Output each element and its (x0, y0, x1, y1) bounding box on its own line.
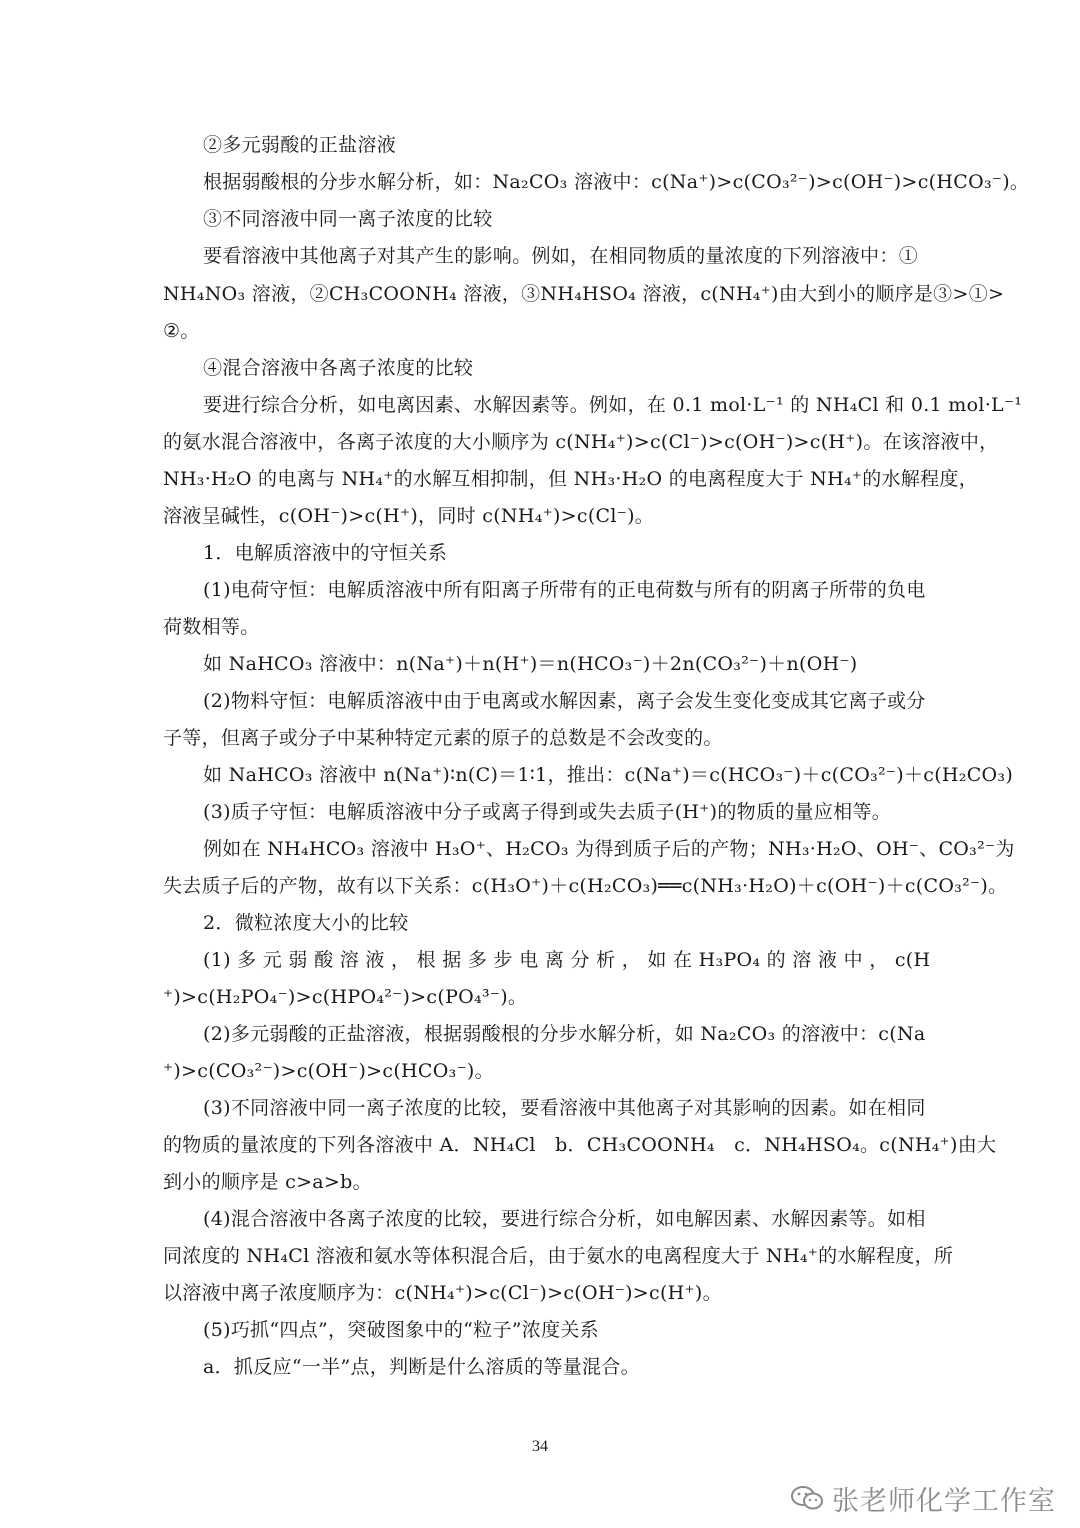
subheading: ③不同溶液中同一离子浓度的比较 (203, 208, 493, 230)
paragraph-line: 荷数相等。 (163, 616, 260, 638)
paragraph-line: 要进行综合分析，如电离因素、水解因素等。例如，在 0.1 mol·L⁻¹ 的 NH₄Cl 和 0.1 mol·L⁻¹ (203, 394, 1023, 416)
equation-line: 如 NaHCO₃ 溶液中：n(Na⁺)＋n(H⁺)＝n(HCO₃⁻)＋2n(CO₃²⁻)＋n(OH⁻) (203, 653, 858, 675)
paragraph-line: (5)巧抓“四点”，突破图象中的“粒子”浓度关系 (203, 1319, 599, 1341)
watermark-text: 张老师化学工作室 (832, 1485, 1056, 1517)
paragraph-line: 例如在 NH₄HCO₃ 溶液中 H₃O⁺、H₂CO₃ 为得到质子后的产物；NH₃·H₂O、OH⁻、CO₃²⁻为 (203, 838, 1015, 860)
paragraph-line: (2)物料守恒：电解质溶液中由于电离或水解因素，离子会发生变化变成其它离子或分 (203, 690, 926, 712)
paragraph-line: 同浓度的 NH₄Cl 溶液和氨水等体积混合后，由于氨水的电离程度大于 NH₄⁺的水解程度，所 (163, 1245, 954, 1267)
subheading: ②多元弱酸的正盐溶液 (203, 134, 397, 156)
paragraph-line: 到小的顺序是 c>a>b。 (163, 1171, 372, 1193)
equation-line: 如 NaHCO₃ 溶液中 n(Na⁺)∶n(C)＝1∶1，推出：c(Na⁺)＝c(HCO₃⁻)＋c(CO₃²⁻)＋c(H₂CO₃) (203, 764, 1014, 786)
section-heading: 1．电解质溶液中的守恒关系 (203, 542, 447, 564)
paragraph-line: a．抓反应“一半”点，判断是什么溶质的等量混合。 (203, 1356, 640, 1378)
subheading: ④混合溶液中各离子浓度的比较 (203, 357, 474, 379)
paragraph-line: NH₃·H₂O 的电离与 NH₄⁺的水解互相抑制，但 NH₃·H₂O 的电离程度大于 NH₄⁺的水解程度， (163, 468, 979, 490)
section-heading: 2．微粒浓度大小的比较 (203, 912, 409, 934)
equation-line: 失去质子后的产物，故有以下关系：c(H₃O⁺)＋c(H₂CO₃)══c(NH₃·H₂O)＋c(OH⁻)＋c(CO₃²⁻)。 (163, 875, 1008, 897)
wechat-icon (790, 1485, 824, 1511)
page-number: 34 (532, 1438, 548, 1455)
paragraph-line: ⁺)>c(H₂PO₄⁻)>c(HPO₄²⁻)>c(PO₄³⁻)。 (163, 986, 528, 1008)
paragraph-line: 溶液呈碱性，c(OH⁻)>c(H⁺)，同时 c(NH₄⁺)>c(Cl⁻)。 (163, 505, 655, 527)
paragraph-line: (3)质子守恒：电解质溶液中分子或离子得到或失去质子(H⁺)的物质的量应相等。 (203, 801, 892, 823)
paragraph-line: 的物质的量浓度的下列各溶液中 A．NH₄Cl b．CH₃COONH₄ c．NH₄HSO₄。c(NH₄⁺)由大 (163, 1134, 997, 1156)
paragraph-line: (1)电荷守恒：电解质溶液中所有阳离子所带有的正电荷数与所有的阴离子所带的负电 (203, 579, 926, 601)
paragraph-line: NH₄NO₃ 溶液，②CH₃COONH₄ 溶液，③NH₄HSO₄ 溶液，c(NH₄⁺)由大到小的顺序是③>①> (163, 283, 1005, 305)
paragraph-line: (3)不同溶液中同一离子浓度的比较，要看溶液中其他离子对其影响的因素。如在相同 (203, 1097, 926, 1119)
paragraph-line: ②。 (163, 320, 200, 342)
paragraph-line: ⁺)>c(CO₃²⁻)>c(OH⁻)>c(HCO₃⁻)。 (163, 1060, 494, 1082)
paragraph-line: 子等，但离子或分子中某种特定元素的原子的总数是不会改变的。 (163, 727, 723, 749)
paragraph-line: 的氨水混合溶液中，各离子浓度的大小顺序为 c(NH₄⁺)>c(Cl⁻)>c(OH⁻)>c(H⁺)。在该溶液中， (163, 431, 999, 453)
paragraph-line: (1) 多 元 弱 酸 溶 液 ， 根 据 多 步 电 离 分 析 ， 如 在 H₃PO₄ 的 溶 液 中 ， c(H (203, 949, 931, 971)
paragraph-line: 以溶液中离子浓度顺序为：c(NH₄⁺)>c(Cl⁻)>c(OH⁻)>c(H⁺)。 (163, 1282, 722, 1304)
paragraph-line: 根据弱酸根的分步水解分析，如：Na₂CO₃ 溶液中：c(Na⁺)>c(CO₃²⁻)>c(OH⁻)>c(HCO₃⁻)。 (203, 171, 1030, 193)
paragraph-line: (4)混合溶液中各离子浓度的比较，要进行综合分析，如电解因素、水解因素等。如相 (203, 1208, 926, 1230)
paragraph-line: (2)多元弱酸的正盐溶液，根据弱酸根的分步水解分析，如 Na₂CO₃ 的溶液中：c(Na (203, 1023, 926, 1045)
paragraph-line: 要看溶液中其他离子对其产生的影响。例如，在相同物质的量浓度的下列溶液中：① (203, 245, 918, 267)
watermark (790, 1478, 1056, 1518)
